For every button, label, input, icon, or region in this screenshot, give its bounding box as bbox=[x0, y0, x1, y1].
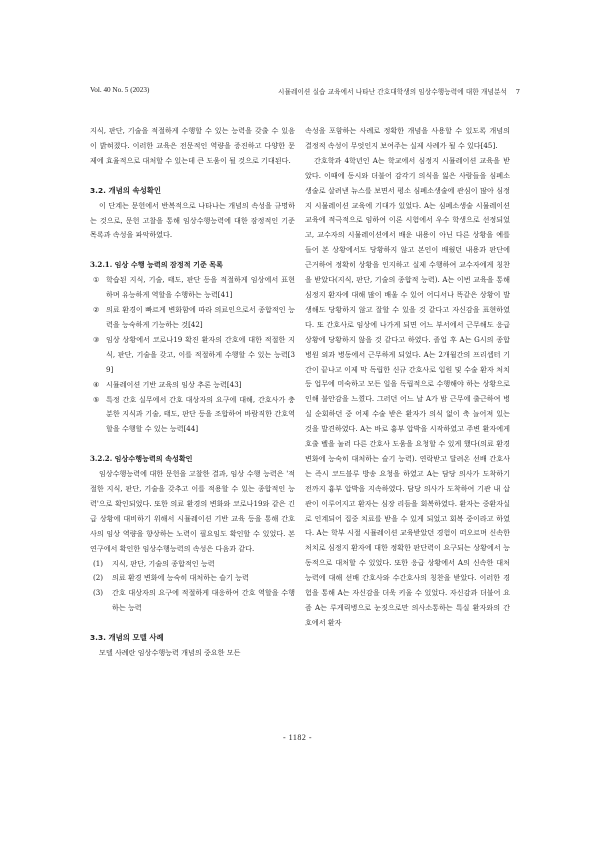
list-marker: ④ bbox=[93, 379, 100, 389]
list-item bbox=[90, 586, 295, 616]
list-item bbox=[90, 378, 295, 393]
list-item bbox=[90, 303, 295, 333]
list-item-text: 의료 환경이 빠르게 변화함에 따라 의료인으로서 종합적인 능력을 능숙하게 기능하는 것[42] bbox=[106, 305, 295, 329]
list-item bbox=[90, 393, 295, 438]
list-item-text: 임상 상황에서 코로나19 확진 환자의 간호에 대한 적절한 지식, 판단, 기술을 갖고, 이를 적절하게 수행할 수 있는 능력[39] bbox=[106, 334, 295, 374]
list-item bbox=[90, 273, 295, 303]
list-marker: (2) bbox=[93, 573, 104, 583]
article-short-title: 시뮬레이션 실습 교육에서 나타난 간호대학생의 임상수행능력에 대한 개념분석 bbox=[278, 88, 507, 96]
list-item-text: 시뮬레이션 기반 교육의 임상 추론 능력[43] bbox=[106, 379, 242, 389]
paragraph: 임상수행능력에 대한 문헌을 고찰한 결과, 임상 수행 능력은 '적절한 지식, 판단, 기술을 갖추고 이를 적용할 수 있는 종합적인 능력'으로 확인되었다. 또한 의료 환경의 변화와 코로나19와 같은 긴급 상황에 대비하기 위해서 시뮬레이션 기반 교육 등을 통해 간호사의 임상 역량을 향상하는 노력이 필요임도 확인할 수 있었다. 본 연구에서 확인한 임상수행능력의 속성은 다음과 같다. bbox=[90, 469, 295, 553]
right-column bbox=[305, 124, 510, 631]
paragraph: 모델 사례란 임상수행능력 개념의 중요한 모든 bbox=[99, 648, 241, 658]
journal-volume: Vol. 40 No. 5 (2023) bbox=[90, 86, 150, 94]
list-marker: ⑤ bbox=[93, 394, 100, 404]
list-marker: (3) bbox=[93, 588, 104, 598]
list-item-text: 지식, 판단, 기술의 종합적인 능력 bbox=[112, 558, 215, 568]
list-item bbox=[90, 571, 295, 586]
page-number-footer: - 1182 - bbox=[282, 733, 313, 742]
running-header bbox=[90, 86, 520, 100]
paragraph: 간호학과 4학년인 A는 학교에서 심정지 시뮬레이션 교육을 받았다. 이때에 동시와 더불어 감각기 의식을 잃은 사람들을 심폐소생술로 살려낸 뉴스를 보면서 평소 심폐소생술에 관심이 많아 심정지 시뮬레이션 교육에 기대가 있었다. A는 심폐소생술 시뮬레이션 교육에 적극적으로 임하여 이론 시험에서 우수 학생으로 선정되었고, 교수자의 시뮬레이션에서 배운 내용이 아닌 다른 상황을 예를 들어 본 상황에서도 당황하지 않고 본인이 배웠던 내용과 판단에 근거하여 정확히 상황을 인지하고 실제 수행하여 교수자에게 칭찬을 받았다(지식, 판단, 기술의 종합적 능력). A는 이번 교육을 통해 심정지 환자에 대해 많이 배울 수 있어 어디서나 똑같은 상황이 발생해도 당황하지 않고 잘할 수 있을 것 같다고 자신감을 표현하였다. 또 간호사로 임상에 나가게 되면 어느 부서에서 근무해도 응급 상황에 당황하지 않을 것 같다고 하였다. 졸업 후 A는 G시의 종합병원 외과 병동에서 근무하게 되었다. A는 2개월간의 프리셉터 기간이 끝나고 이제 막 독립한 신규 간호사로 입원 및 수술 환자 처치 등 업무에 미숙하고 모든 일을 독립적으로 수행해야 하는 상황으로 인해 불안감을 느꼈다. 그러던 어느 날 A가 밤 근무에 출근하여 병실 순회하던 중 어제 수술 받은 환자가 의식 없이 축 늘어져 있는 것을 발견하였다. A는 바로 흉부 압박을 시작하였고 주변 환자에게 호출 벨을 눌러 다른 간호사 도움을 요청할 수 있게 했다(의료 환경 변화에 능숙히 대처하는 슬기 능력). 연락받고 달려온 선배 간호사는 즉시 코드블루 방송 요청을 하였고 A는 담당 의사가 도착하기 전까지 흉부 압박을 지속하였다. 담당 의사가 도착하여 기관 내 삽관이 이루어지고 환자는 심장 리듬을 회복하였다. 환자는 중환자실로 인계되어 집중 치료를 받을 수 있게 되었고 회복 중이라고 하였다. A는 학부 시절 시뮬레이션 교육받았던 경험이 떠오르며 신속한 처치로 심정지 환자에 대한 정확한 판단력이 요구되는 상황에서 능동적으로 대처할 수 있었다. 또한 응급 상황에서 A의 신속한 대처 능력에 대해 선배 간호사와 수간호사의 칭찬을 받았다. 이러한 경험을 통해 A는 자신감을 더욱 키울 수 있었다. 자신감과 더불어 요즘 A는 루게릭병으로 눈짓으로만 의사소통하는 특실 환자와의 간호에서 환자 bbox=[305, 155, 510, 627]
section-heading: 3.2. 개념의 속성확인 bbox=[90, 185, 162, 195]
criteria-list bbox=[90, 273, 295, 437]
header-title-and-page bbox=[278, 86, 520, 96]
header-page-number: 7 bbox=[515, 88, 520, 96]
list-marker: ① bbox=[93, 275, 100, 285]
list-marker: ② bbox=[93, 305, 100, 315]
attribute-list bbox=[90, 557, 295, 617]
list-item bbox=[90, 333, 295, 378]
list-item-text: 의료 환경 변화에 능숙히 대처하는 슬기 능력 bbox=[112, 573, 249, 583]
section-heading: 3.3. 개념의 모델 사례 bbox=[90, 633, 164, 643]
list-marker: (1) bbox=[93, 558, 104, 568]
subsection-heading: 3.2.2. 임상수행능력의 속성확인 bbox=[90, 454, 193, 464]
paragraph: 속성을 포함하는 사례로 정확한 개념을 사용할 수 있도록 개념의 결정적 속성이 무엇인지 보여주는 실제 사례가 될 수 있다[45]. bbox=[305, 126, 510, 150]
list-item-text: 학습된 지식, 기술, 태도, 판단 등을 적절하게 임상에서 표현하며 유능하게 역할을 수행하는 능력[41] bbox=[106, 275, 295, 300]
paragraph: 지식, 판단, 기술을 적절하게 수행할 수 있는 능력을 갖출 수 있음이 밝혀졌다. 이러한 교육은 전문적인 역량을 증진하고 다양한 문제에 효율적으로 대처할 수 있는데 큰 도움이 될 것으로 기대된다. bbox=[90, 126, 295, 165]
list-item bbox=[90, 557, 295, 572]
paragraph: 이 단계는 문헌에서 반복적으로 나타나는 개념의 속성을 규명하는 것으로, 문헌 고찰을 통해 임상수행능력에 대한 잠정적인 기준 목록과 속성을 파악하였다. bbox=[90, 200, 295, 240]
list-marker: ③ bbox=[93, 334, 100, 344]
left-column bbox=[90, 124, 295, 661]
list-item-text: 특정 간호 실무에서 간호 대상자의 요구에 대해, 간호사가 충분한 지식과 기술, 태도, 판단 등을 조합하여 바람직한 간호역할을 수행할 수 있는 능력[44] bbox=[106, 394, 295, 434]
subsection-heading: 3.2.1. 임상 수행 능력의 잠정적 기준 목록 bbox=[90, 260, 223, 270]
list-item-text: 간호 대상자의 요구에 적절하게 대응하여 간호 역할을 수행하는 능력 bbox=[112, 588, 295, 613]
